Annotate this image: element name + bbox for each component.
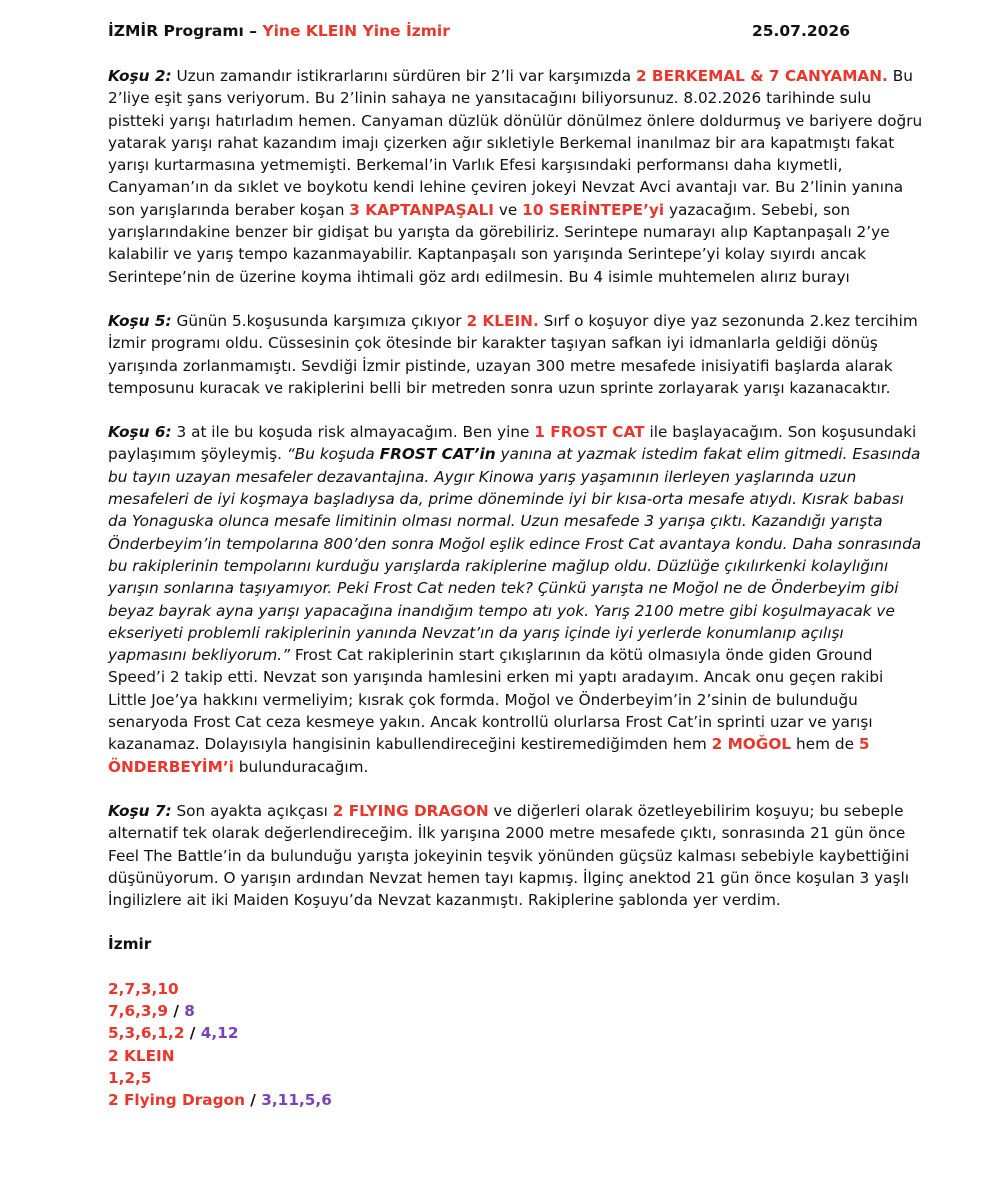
kosu2-text-3: ve — [493, 200, 523, 219]
kosu6-highlight-2: 2 MOĞOL — [711, 735, 792, 754]
picks-heading: İzmir — [108, 935, 152, 954]
kosu6-quote-1: “Bu koşuda — [286, 445, 380, 464]
kosu2-highlight-3: 10 SERİNTEPE’yi — [522, 200, 665, 219]
header-date: 25.07.2026 — [751, 22, 850, 40]
pick-separator: / — [168, 1001, 185, 1020]
document-header — [108, 22, 850, 46]
pick-main: 2 KLEIN — [108, 1046, 175, 1065]
kosu6-quote-bold: FROST CAT’in — [379, 445, 496, 464]
kosu7-text-2: ve diğerleri olarak özetleyebilirim koşuyu; bu sebeple alternatif tek olarak değerlendireceğim. İlk yarışına 2000 metre mesafede çıktı, sonrasında 21 gün önce Feel The Battle’in da bulunduğu yarışta jokeyinin teşvik yönünden güçsüz kalması sebebiyle kaybettiğini düşünüyorum. O yarışın ardından Nevzat hemen tayı kapmış. İlginç anektod 21 gün önce koşulan 3 yaşlı İngilizlere ait iki Maiden Koşuyu’da Nevzat kazanmıştı. Rakiplerine şablonda yer verdim. — [108, 801, 910, 910]
picks-section — [108, 933, 926, 1111]
picks-row — [108, 978, 926, 1000]
title-highlight: Yine KLEIN Yine İzmir — [262, 22, 450, 40]
kosu6-text-4: hem de — [791, 735, 859, 754]
kosu6-quote-2: yanına at yazmak istedim fakat elim gitmedi. Esasında bu tayın uzayan mesafeler dezavantajına. Aygır Kinowa yarış yaşamının ilerleyen yaşlarında uzun mesafeleri de iyi koşmaya başladıysa da, prime döneminde iyi bir kısa-orta mesafe atıydı. Kısrak babası da Yonaguska olunca mesafe limitinin olması normal. Uzun mesafede 3 yarışa çıktı. Kazandığı yarışta Önderbeyim’in tempolarına 800’den sonra Moğol eşlik edince Frost Cat avantaya kondu. Daha sonrasında bu rakiplerinin tempolarını kurduğu yarışlarda rakiplerine mağlup oldu. Düzlüğe çıkılırkenki kolaylığını yarışın sonlarına taşıyamıyor. Peki Frost Cat neden tek? Çünkü yarışta ne Moğol ne de Önderbeyim gibi beyaz bayrak ayna yarışı yapacağına inandığım tempo atı yok. Yarış 2100 metre gibi koşulmayacak ve ekseriyeti problemli rakiplerinin yanında Nevzat’ın da yarış içinde iyi yerlerde konumlanıp açılışı yapmasını bekliyorum.” — [108, 445, 922, 665]
pick-main: 5,3,6,1,2 — [108, 1024, 185, 1043]
kosu5-text-1: Günün 5.koşusunda karşımıza çıkıyor — [171, 311, 467, 330]
kosu6-text-2: ile başlayacağım. Son koşusundaki paylaşımım şöyleymiş. — [108, 423, 917, 464]
picks-row — [108, 1067, 926, 1089]
pick-main: 7,6,3,9 — [108, 1001, 169, 1020]
kosu5-paragraph — [108, 310, 926, 399]
pick-alternates: 3,11,5,6 — [261, 1091, 332, 1110]
kosu7-highlight-1: 2 FLYING DRAGON — [332, 801, 489, 820]
kosu6-text-3: Frost Cat rakiplerinin start çıkışlarının da kötü olmasıyla önde giden Ground Speed’i 2 takip etti. Nevzat son yarışında hamlesini erken mi yaptı aradayım. Ancak onu geçen rakibi Little Joe’ya hakkını vermeliyim; kısrak çok formda. Moğol ve Önderbeyim’in 2’sinin de bulunduğu senaryoda Frost Cat ceza kesmeye yakın. Ancak kontrollü olurlarsa Frost Cat’in sprinti uzar ve yarışı kazanamaz. Dolayısıyla hangisinin kabullendireceğini kestiremediğimden hem — [108, 646, 884, 754]
pick-alternates: 4,12 — [200, 1024, 239, 1043]
kosu5-text-2: Sırf o koşuyor diye yaz sezonunda 2.kez tercihim İzmir programı oldu. Cüssesinin çok ötesinde bir karakter taşıyan safkan iyi idmanlarla geldiği dönüş yarışında zorlanmamıştı. Sevdiği İzmir pistinde, uzayan 300 metre mesafede inisiyatifi başlarda alarak temposunu kuracak ve rakiplerini belli bir metreden sonra uzun sprinte zorlayarak yarışı kazanacaktır. — [108, 311, 918, 397]
picks-row — [108, 1089, 926, 1111]
kosu5-label: Koşu 5: — [108, 311, 172, 330]
pick-main: 2,7,3,10 — [108, 979, 179, 998]
kosu2-text-1: Uzun zamandır istikrarlarını sürdüren bir 2’li var karşımızda — [171, 67, 636, 85]
kosu6-paragraph — [108, 421, 926, 778]
kosu7-paragraph — [108, 800, 926, 911]
kosu2-label: Koşu 2: — [108, 67, 172, 85]
kosu2-text-4: yazacağım. Sebebi, son yarışlarındakine benzer bir gidişat bu yarışta da görebiliriz. Serintepe numarayı alıp Kaptanpaşalı 2’ye kalabilir ve yarış tempo kazanmayabilir. Kaptanpaşalı son yarışında Serintepe’yi kolay sıyırdı ancak Serintepe’nin de üzerine koyma ihtimali göz ardı edilmesin. Bu 4 isimle muhtemelen alırız burayı — [108, 200, 890, 286]
kosu2-paragraph — [108, 65, 926, 288]
pick-main: 1,2,5 — [108, 1068, 152, 1087]
pick-main: 2 Flying Dragon — [108, 1091, 245, 1110]
kosu7-text-1: Son ayakta açıkçası — [171, 801, 333, 820]
kosu6-highlight-3: 5 ÖNDERBEYİM’i — [108, 735, 870, 776]
pick-alternates: 8 — [184, 1001, 195, 1020]
kosu5-highlight-1: 2 KLEIN. — [466, 311, 539, 330]
kosu7-label: Koşu 7: — [108, 801, 172, 820]
page-title — [108, 22, 450, 40]
picks-row — [108, 1045, 926, 1067]
kosu6-highlight-1: 1 FROST CAT — [534, 423, 645, 442]
title-prefix: İZMİR Programı – — [108, 22, 263, 40]
pick-separator: / — [184, 1024, 201, 1043]
kosu2-text-2: Bu 2’liye eşit şans veriyorum. Bu 2’linin sahaya ne yansıtacağını biliyorsunuz. 8.02.2026 tarihinde sulu pistteki yarışı hatırladım hemen. Canyaman düzlük dönülür dönülmez önlere doldurmuş ve bariyere doğru yatarak yarışı rahat kazandım imajı çizerken ağır sıkletiyle Berkemal inanılmaz bir ara kapatmıştı fakat yarışı kurtarmasına yetmemişti. Berkemal’in Varlık Efesi karşısındaki performansı daha kıymetli, Canyaman’ın da sıklet ve boykotu kendi lehine çeviren jokeyi Nevzat Avci avantajı var. Bu 2’linin yanına son yarışlarında beraber koşan — [108, 67, 923, 219]
pick-separator: / — [244, 1091, 262, 1110]
picks-row — [108, 1000, 926, 1022]
kosu6-text-1: 3 at ile bu koşuda risk almayacağım. Ben yine — [171, 423, 535, 442]
kosu2-highlight-1: 2 BERKEMAL & 7 CANYAMAN. — [635, 67, 888, 85]
kosu2-highlight-2: 3 KAPTANPAŞALI — [349, 200, 494, 219]
kosu6-text-5: bulunduracağım. — [233, 757, 369, 776]
picks-row — [108, 1022, 926, 1044]
kosu6-label: Koşu 6: — [108, 423, 172, 442]
